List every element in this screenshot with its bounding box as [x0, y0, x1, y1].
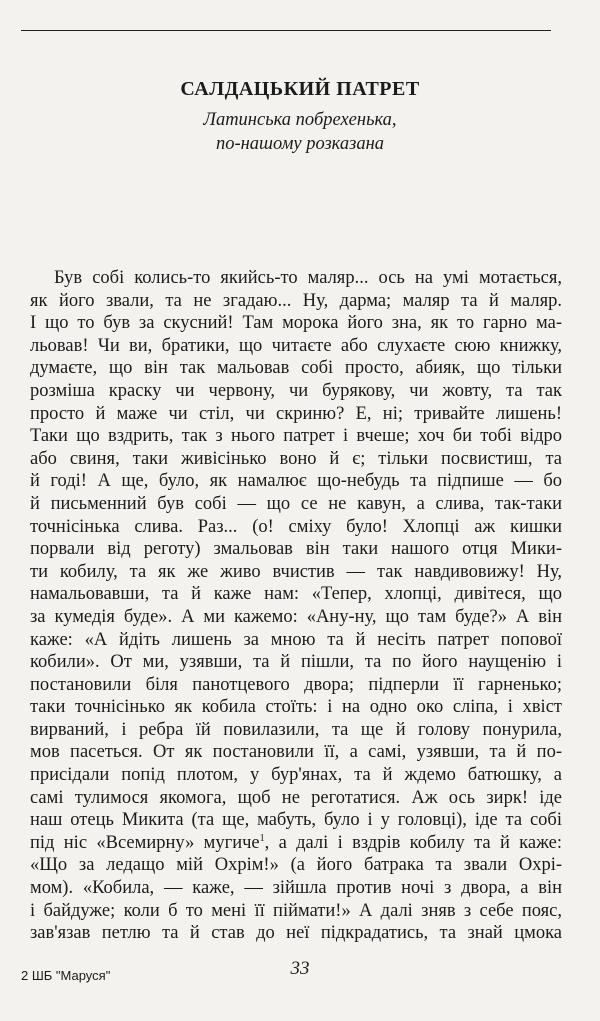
text-line: мов пасеться. От як постановили її, а самі, узявши, та й по- — [30, 742, 562, 763]
text-line: за кумедія буде». А ми кажемо: «Ану-ну, що там буде?» А він — [30, 606, 562, 627]
text-line: просто й маже чи стіл, чи скриню? Е, ні; тривайте лишень! — [30, 403, 562, 424]
text-line: Був собі колись-то якийсь-то маляр... ось на умі мотається, — [54, 268, 562, 288]
text-line-start: під ніс «Всемирну» мугиче — [30, 832, 260, 853]
text-line: присідали попід плотом, у бур'янах, та й ждемо батюшку, а — [30, 765, 562, 786]
story-title: САЛДАЦЬКИЙ ПАТРЕТ — [180, 78, 420, 100]
text-line: намальовавши, та й каже нам: «Тепер, хлопці, дивітеся, що — [30, 584, 562, 605]
footnote-marker: 1 — [259, 832, 265, 844]
top-rule — [21, 30, 551, 31]
text-line: й письменний був собі — що се не кавун, а слива, так-таки — [30, 493, 562, 514]
text-line: кобили». От ми, узявши, та й пішли, та по його наущенію і — [30, 652, 562, 673]
text-line: таки точнісінько як кобила стоїть: і на одно око сліпа, і хвіст — [30, 697, 562, 718]
story-subtitle-line-2: по-нашому розказана — [215, 134, 385, 154]
text-line: І що то був за скусний! Там морока його зна, як то гарно ма- — [30, 313, 562, 334]
text-line: Таки що вздрить, так з нього патрет і вчеше; хоч би тобі відро — [30, 426, 562, 447]
text-line: думаєте, що він так мальовав собі просто, абияк, що тільки — [30, 358, 562, 379]
text-line: льовав! Чи ви, братики, що читаєте або слухаєте сюю книжку, — [30, 335, 562, 356]
text-line: вирваний, і ребра їй повилазили, та ще й голову понурила, — [30, 719, 562, 740]
text-line-with-footnote — [30, 832, 562, 855]
text-line: точнісінька слива. Раз... (о! сміху було! Хлопці аж кишки — [30, 516, 562, 537]
text-line: мом). «Кобила, — каже, — зійшла против ночі з двора, а він — [30, 878, 562, 899]
text-line: самі тулимося якомога, щоб не реготатися. Аж ось зирк! іде — [30, 787, 562, 808]
text-line: порвали від реготу) змальовав він таки нашого отця Мики- — [30, 539, 562, 560]
story-body — [30, 267, 562, 945]
text-line: каже: «А йдіть лишень за мною та й несіть патрет попової — [30, 629, 562, 650]
text-line: наш отець Микита (та ще, мабуть, було і у головці), іде та собі — [30, 810, 562, 831]
text-line: ти кобилу, та як же живо вчистив — так навдивовижу! Ну, — [30, 561, 562, 582]
text-line: або свиня, таки живісінько воно й є; тільки посвистиш, та — [30, 448, 562, 469]
text-line: й годі! А ще, було, як намалює що-небудь та підпише — бо — [30, 471, 562, 492]
text-line: зав'язав петлю та й став до неї підкрадатись, та знай цмока — [30, 923, 562, 944]
text-line: розміша краску чи червону, чи бурякову, чи жовту, та так — [30, 380, 562, 401]
text-line-end: , а далі і вздрів кобилу та й каже: — [264, 832, 562, 853]
text-line: «Що за ледащо мій Охрім!» (а його батрака та звали Охрі- — [30, 855, 562, 876]
text-line: постановили біля панотцевого двора; підперли її гарненько; — [30, 674, 562, 695]
text-line: як його звали, та не згадаю... Ну, дарма; маляр та й маляр. — [30, 290, 562, 311]
printer-signature: 2 ШБ "Маруся" — [21, 968, 111, 983]
page-number: 33 — [290, 958, 310, 979]
story-subtitle-line-1: Латинська побрехенька, — [203, 110, 397, 130]
text-line: і байдуже; коли б то мені її піймати!» А далі зняв з себе пояс, — [30, 900, 562, 921]
